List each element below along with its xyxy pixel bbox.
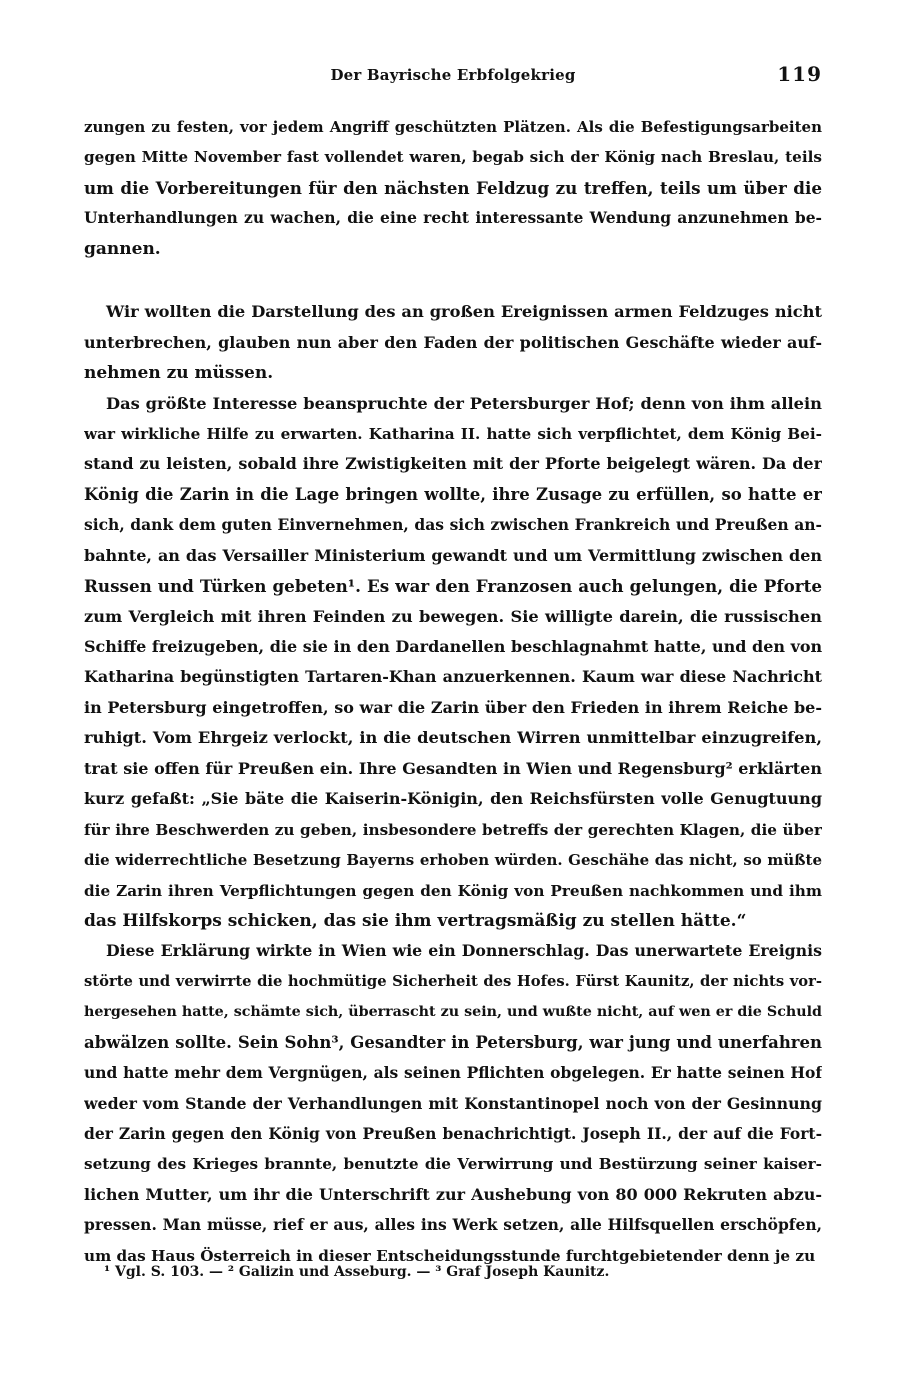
text-line: hergesehen hatte, schämte sich, überrascht zu sein, und wußte nicht, auf wen er die Schuld — [84, 1004, 822, 1021]
text-line: das Hilfskorps schicken, das sie ihm vertragsmäßig zu stellen hätte.“ — [84, 910, 747, 931]
text-line: gegen Mitte November fast vollendet waren, begab sich der König nach Breslau, teils — [84, 148, 822, 167]
text-line: für ihre Beschwerden zu geben, insbesondere betreffs der gerechten Klagen, die über — [84, 820, 822, 839]
text-line: lichen Mutter, um ihr die Unterschrift zur Aushebung von 80 000 Rekruten abzu- — [84, 1184, 822, 1204]
page-number: 119 — [777, 62, 822, 86]
footnotes: ¹ Vgl. S. 103. — ² Galizin und Asseburg. — ³ Graf Joseph Kaunitz. — [104, 1264, 610, 1280]
text-line: Diese Erklärung wirkte in Wien wie ein Donnerschlag. Das unerwartete Ereignis — [106, 941, 822, 961]
text-line: störte und verwirrte die hochmütige Sicherheit des Hofes. Fürst Kaunitz, der nichts vor- — [84, 972, 822, 990]
text-line: in Petersburg eingetroffen, so war die Zarin über den Frieden in ihrem Reiche be- — [84, 697, 822, 717]
text-line: Wir wollten die Darstellung des an großen Ereignissen armen Feldzuges nicht — [106, 302, 822, 322]
text-line: und hatte mehr dem Vergnügen, als seinen Pflichten obgelegen. Er hatte seinen Hof — [84, 1063, 822, 1083]
text-line: nehmen zu müssen. — [84, 363, 274, 384]
running-title: Der Bayrische Erbfolgekrieg — [330, 66, 576, 84]
text-line: Schiffe freizugeben, die sie in den Dardanellen beschlagnahmt hatte, und den von — [84, 637, 822, 656]
body-text — [84, 112, 822, 1271]
text-line: pressen. Man müsse, rief er aus, alles ins Werk setzen, alle Hilfsquellen erschöpfen, — [84, 1215, 822, 1235]
paragraph — [84, 297, 822, 388]
text-line: König die Zarin in die Lage bringen wollte, ihre Zusage zu erfüllen, so hatte er — [84, 484, 822, 504]
text-line: trat sie offen für Preußen ein. Ihre Gesandten in Wien und Regensburg² erklärten — [84, 758, 822, 778]
running-head — [84, 62, 822, 90]
text-line: um das Haus Österreich in dieser Entscheidungsstunde furchtgebietender denn je zu — [84, 1246, 816, 1265]
text-line: bahnte, an das Versailler Ministerium gewandt und um Vermittlung zwischen den — [84, 545, 822, 565]
text-line: unterbrechen, glauben nun aber den Faden der politischen Geschäfte wieder auf- — [84, 332, 822, 352]
text-line: zum Vergleich mit ihren Feinden zu bewegen. Sie willigte darein, die russischen — [84, 606, 822, 626]
text-line: sich, dank dem guten Einvernehmen, das sich zwischen Frankreich und Preußen an- — [84, 515, 822, 535]
text-line: um die Vorbereitungen für den nächsten Feldzug zu treffen, teils um über die — [84, 177, 822, 198]
text-line: Das größte Interesse beanspruchte der Petersburger Hof; denn von ihm allein — [106, 393, 822, 413]
text-line: die Zarin ihren Verpflichtungen gegen den König von Preußen nachkommen und ihm — [84, 881, 822, 900]
text-line: zungen zu festen, vor jedem Angriff geschützten Plätzen. Als die Befestigungsarbeiten — [84, 118, 822, 136]
text-line: stand zu leisten, sobald ihre Zwistigkeiten mit der Pforte beigelegt wären. Da der — [84, 454, 822, 474]
paragraph — [84, 112, 822, 264]
text-line: Russen und Türken gebeten¹. Es war den Franzosen auch gelungen, die Pforte — [84, 576, 822, 597]
text-line: Katharina begünstigten Tartaren-Khan anzuerkennen. Kaum war diese Nachricht — [84, 667, 822, 687]
text-line: ruhigt. Vom Ehrgeiz verlockt, in die deutschen Wirren unmittelbar einzugreifen, — [84, 728, 822, 748]
text-line: war wirkliche Hilfe zu erwarten. Katharina II. hatte sich verpflichtet, dem König Bei- — [84, 424, 822, 443]
text-line: abwälzen sollte. Sein Sohn³, Gesandter in Petersburg, war jung und unerfahren — [84, 1032, 822, 1052]
paragraph — [84, 389, 822, 937]
text-line: kurz gefaßt: „Sie bäte die Kaiserin-Königin, den Reichsfürsten volle Genugtuung — [84, 789, 822, 809]
text-line: weder vom Stande der Verhandlungen mit Konstantinopel noch von der Gesinnung — [84, 1093, 822, 1113]
text-line: der Zarin gegen den König von Preußen benachrichtigt. Joseph II., der auf die Fort- — [84, 1124, 822, 1143]
paragraph — [84, 936, 822, 1271]
text-line: Unterhandlungen zu wachen, die eine recht interessante Wendung anzunehmen be- — [84, 208, 822, 228]
paragraph-gap — [84, 264, 822, 297]
text-line: gannen. — [84, 238, 161, 259]
text-line: setzung des Krieges brannte, benutzte die Verwirrung und Bestürzung seiner kaiser- — [84, 1155, 822, 1174]
text-line: die widerrechtliche Besetzung Bayerns erhoben würden. Geschähe das nicht, so müßte — [84, 851, 822, 870]
